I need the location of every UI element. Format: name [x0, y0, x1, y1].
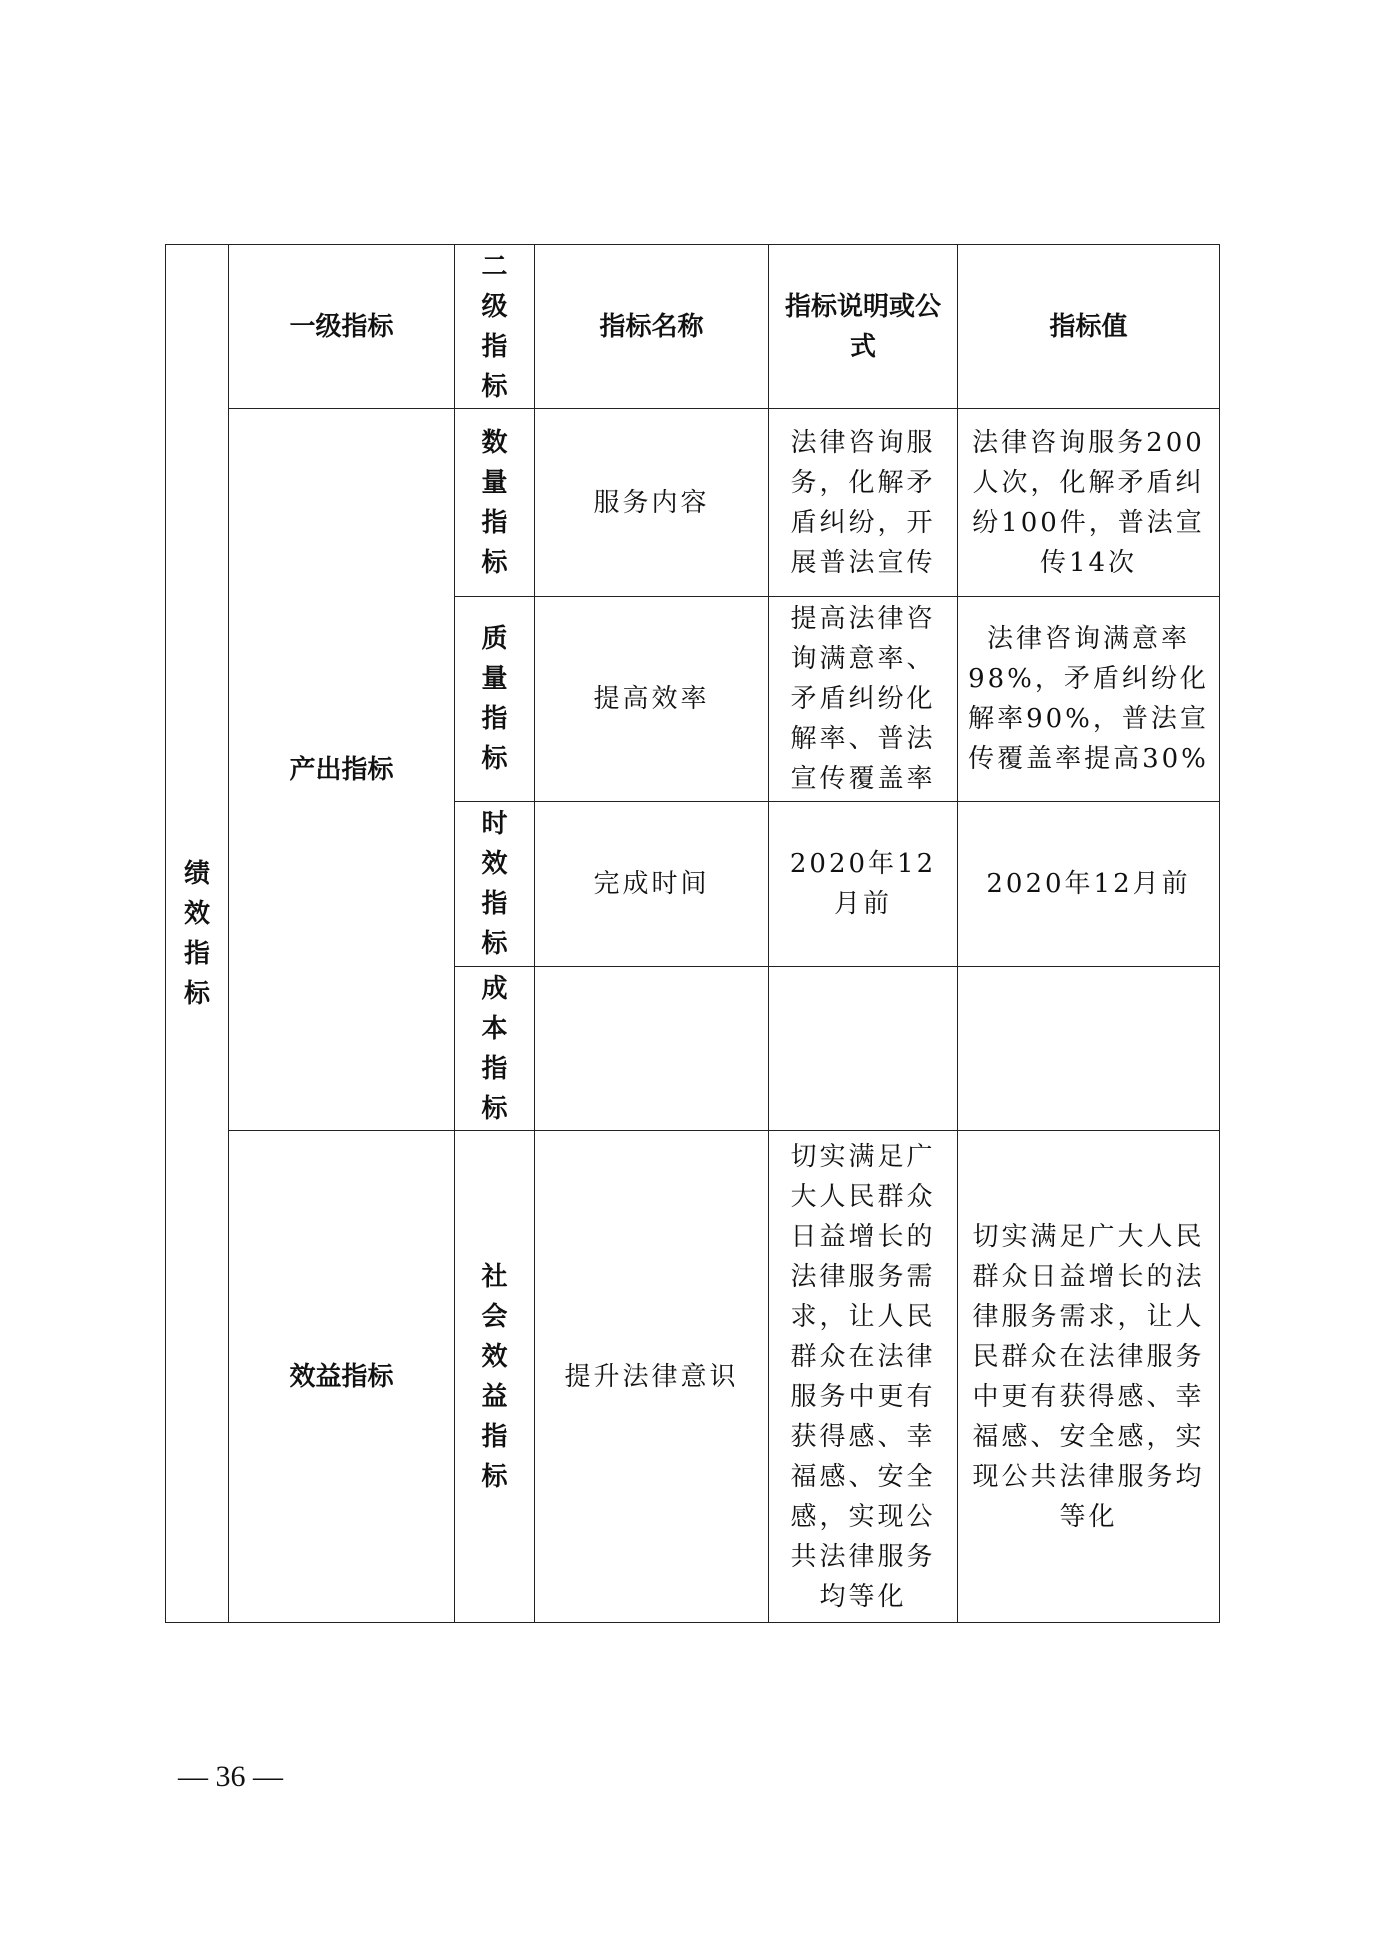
level2-cell: 时效指标	[455, 802, 535, 967]
level2-cell: 成本指标	[455, 967, 535, 1131]
level2-cell: 质量指标	[455, 597, 535, 802]
header-level1: 一级指标	[229, 245, 455, 409]
name-cell: 提高效率	[535, 597, 769, 802]
header-level2: 二级指标	[455, 245, 535, 409]
name-cell: 完成时间	[535, 802, 769, 967]
side-label: 绩效指标	[166, 245, 229, 1623]
table-row	[166, 409, 1220, 597]
table-row	[166, 1131, 1220, 1623]
header-row	[166, 245, 1220, 409]
header-value: 指标值	[958, 245, 1220, 409]
performance-indicator-table	[165, 244, 1220, 1623]
desc-cell	[769, 967, 958, 1131]
desc-cell: 法律咨询服务，化解矛盾纠纷，开展普法宣传	[769, 409, 958, 597]
value-cell: 法律咨询服务200人次，化解矛盾纠纷100件，普法宣传14次	[958, 409, 1220, 597]
desc-cell: 切实满足广大人民群众日益增长的法律服务需求，让人民群众在法律服务中更有获得感、幸福感、安全感，实现公共法律服务均等化	[769, 1131, 958, 1623]
header-desc: 指标说明或公式	[769, 245, 958, 409]
desc-cell: 2020年12月前	[769, 802, 958, 967]
name-cell: 服务内容	[535, 409, 769, 597]
level2-cell: 数量指标	[455, 409, 535, 597]
name-cell: 提升法律意识	[535, 1131, 769, 1623]
output-indicator-label: 产出指标	[229, 409, 455, 1131]
page-number: — 36 —	[178, 1760, 283, 1793]
value-cell: 法律咨询满意率98%，矛盾纠纷化解率90%，普法宣传覆盖率提高30%	[958, 597, 1220, 802]
desc-cell: 提高法律咨询满意率、矛盾纠纷化解率、普法宣传覆盖率	[769, 597, 958, 802]
value-cell: 2020年12月前	[958, 802, 1220, 967]
header-name: 指标名称	[535, 245, 769, 409]
value-cell: 切实满足广大人民群众日益增长的法律服务需求，让人民群众在法律服务中更有获得感、幸福感、安全感，实现公共法律服务均等化	[958, 1131, 1220, 1623]
benefit-indicator-label: 效益指标	[229, 1131, 455, 1623]
level2-cell: 社会效益指标	[455, 1131, 535, 1623]
value-cell	[958, 967, 1220, 1131]
name-cell	[535, 967, 769, 1131]
